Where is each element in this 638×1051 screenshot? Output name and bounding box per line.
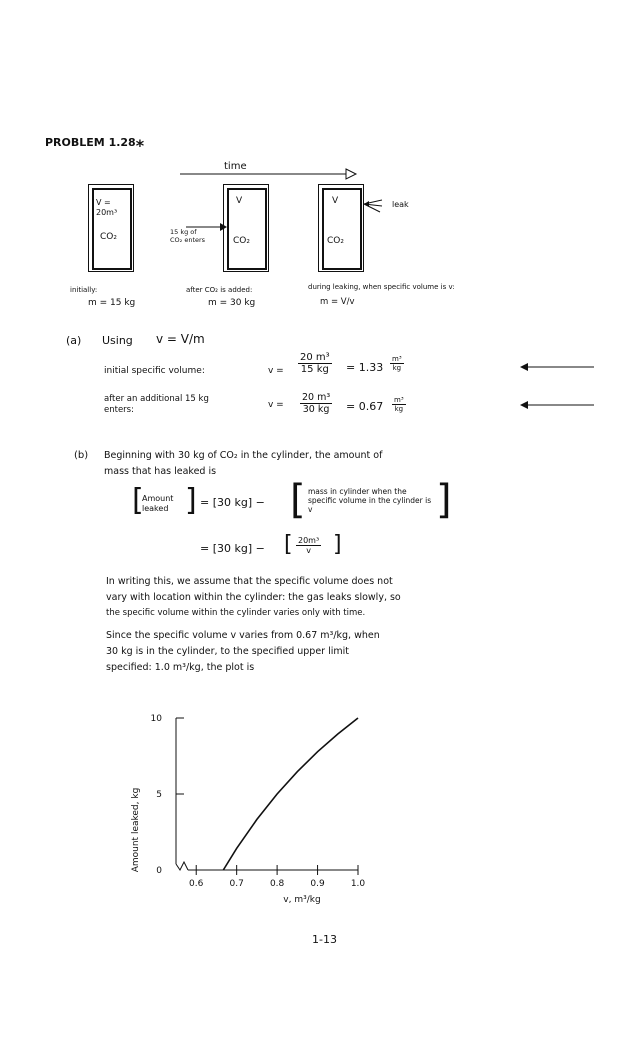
mass-added: m = 30 kg (208, 298, 256, 308)
part-b-line1: Beginning with 30 kg of CO₂ in the cylinder, the amount of (104, 450, 383, 461)
row1-unit-numerator: m³ (392, 355, 402, 363)
row1-denominator: 15 kg (300, 364, 329, 375)
part-a-row1-fraction (298, 352, 332, 375)
y-tick-label: 5 (156, 790, 162, 800)
cylinder-added-wall (227, 188, 267, 270)
y-tick-label: 0 (156, 866, 162, 876)
part-a-row2-result: = 0.67 (346, 400, 384, 413)
time-label: time (224, 161, 247, 172)
caption-initially: initially: (70, 286, 98, 294)
part-b-label: (b) (74, 450, 89, 461)
problem-title-text: PROBLEM 1.28 (45, 136, 136, 149)
x-tick-label: 0.8 (269, 879, 285, 889)
eq-bracket-left-close: ] (185, 483, 197, 518)
part-a-label: (a) (66, 334, 82, 347)
caption-leaking: during leaking, when specific volume is v: (308, 283, 455, 291)
page-number: 1-13 (312, 933, 337, 946)
x-tick-label: 0.6 (189, 879, 204, 889)
part-a-row2-lhs: v = (268, 400, 284, 410)
para-line-1: In writing this, we assume that the specific volume does not (106, 576, 393, 587)
mass-initially: m = 15 kg (88, 298, 136, 308)
para-line-5: 30 kg is in the cylinder, to the specified upper limit (106, 646, 350, 657)
x-tick-label: 0.7 (229, 879, 244, 889)
cylinder-initial-volume: V = 20m³ (96, 198, 118, 217)
leak-plot (120, 700, 420, 940)
row2-unit-denominator: kg (394, 405, 404, 413)
leak-arrows-icon (362, 196, 390, 216)
row1-unit-denominator: kg (392, 364, 402, 372)
part-a-using: Using (102, 334, 133, 347)
eq-bracket-right: [ (290, 477, 306, 523)
cylinder-initial-gas: CO₂ (100, 232, 117, 242)
eq2-left: = [30 kg] − (200, 542, 265, 555)
eq2-bracket-close: ] (333, 532, 342, 557)
eq-bracket-right-close: ] (436, 477, 452, 523)
para-line-4: Since the specific volume v varies from 0.67 m³/kg, when (106, 630, 380, 641)
star-mark: * (135, 136, 145, 155)
part-a-row2-label: after an additional 15 kg enters: (104, 394, 209, 415)
eq2-numerator: 20m³ (298, 536, 320, 545)
row2-unit-numerator: m³ (394, 396, 404, 404)
row2-denominator: 30 kg (302, 404, 330, 415)
x-tick-label: 0.9 (310, 879, 325, 889)
part-a-row1-lhs: v = (268, 366, 284, 376)
para-line-6: specified: 1.0 m³/kg, the plot is (106, 662, 255, 673)
cylinder-added-gas: CO₂ (233, 236, 250, 246)
cylinder-leaking-gas: CO₂ (327, 236, 344, 246)
part-b-line2: mass that has leaked is (104, 466, 217, 477)
cylinder-leaking-wall (322, 188, 362, 270)
part-a-row1-result: = 1.33 (346, 361, 384, 374)
series-line (223, 718, 358, 870)
cylinder-added-volume: V (236, 196, 243, 206)
row1-numerator: 20 m³ (300, 352, 330, 363)
leak-label: leak (392, 200, 409, 209)
inflow-label: 15 kg of CO₂ enters (170, 228, 206, 244)
eq-middle: = [30 kg] − (200, 496, 265, 509)
answer-arrow-icon-2 (520, 400, 595, 410)
part-a-row2-unit (392, 396, 406, 413)
part-a-row1-label: initial specific volume: (104, 366, 205, 376)
problem-title (45, 136, 144, 155)
eq2-bracket-open: [ (284, 532, 293, 557)
eq-bracket-left: [ (132, 483, 144, 518)
eq2-fraction (296, 536, 321, 555)
cylinder-leaking-volume: V (332, 196, 339, 206)
y-tick-label: 10 (150, 714, 162, 724)
eq2-denominator: v (306, 546, 311, 555)
part-a-definition: v = V/m (156, 332, 205, 346)
caption-added: after CO₂ is added: (186, 286, 253, 294)
eq-mass-in-cylinder: mass in cylinder when the specific volume in the cylinder is v (308, 487, 432, 514)
row2-numerator: 20 m³ (302, 392, 331, 403)
x-tick-label: 1.0 (350, 879, 366, 889)
answer-arrow-icon (520, 362, 595, 372)
para-line-3: the specific volume within the cylinder varies only with time. (106, 608, 366, 618)
part-a-row1-unit (390, 355, 404, 372)
axis-break (176, 862, 188, 870)
para-line-2: vary with location within the cylinder: the gas leaks slowly, so (106, 592, 401, 603)
time-arrow (180, 168, 360, 180)
part-a-row2-fraction (300, 392, 332, 415)
eq-amount-leaked: Amount leaked (142, 494, 174, 513)
chart-ylabel: Amount leaked, kg (131, 787, 141, 873)
mass-leaking: m = V/v (320, 297, 355, 307)
chart-xlabel: v, m³/kg (283, 895, 321, 905)
